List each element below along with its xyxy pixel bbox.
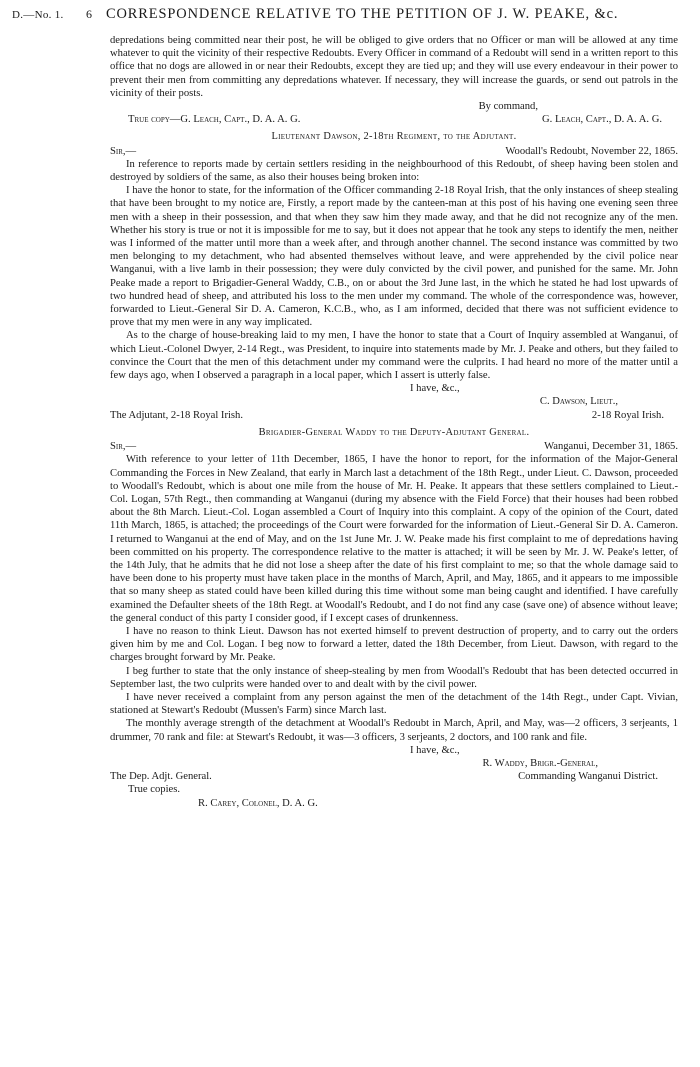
place-date: Woodall's Redoubt, November 22, 1865.: [505, 145, 678, 157]
letter-paragraph: I have the honor to state, for the information of the Officer commanding 2-18 Royal Irish, that the only instances of sheep stealing that have been brought to my notice are, Firstly, a report made by the canteen-man at this post of his having one evening seen three men with a sheep in their possession, and that when they saw him they made away, and that he did not recognize any of the men. Whether his story is true or not it is impossible for me to say, but it does not appear that he took any steps to identify the men, neither was I informed of the matter until more than a week after, and through another channel. The second instance was committed by two men belonging to my detachment, who had absented themselves without leave, and were apprehended by the civil police near Wanganui, with a live lamb in their possession; they were duly convicted by the civil power, and punished for the same. Mr. John Peake made a report to Brigadier-General Waddy, C.B., on or about the 3rd June last, in the which he stated he had lost upwards of two hundred head of sheep, and attributed his loss to the men under my command. The whole of the correspondence was, however, forwarded to Lieut.-General Sir D. A. Cameron, K.C.B., who, as I am informed, decided that there was not sufficient evidence to prove that my men were in any way implicated.: [110, 185, 678, 329]
order-true-copy: True copy—G. Leach, Capt., D. A. A. G.: [128, 114, 301, 126]
signatory-rank: 2-18 Royal Irish.: [591, 409, 664, 421]
letter-paragraph: I have no reason to think Lieut. Dawson has not exerted himself to prevent destruction of property, and to carry out the orders given him by me and Col. Logan. I beg now to forward a letter, dated the 18th December, from Lieut. Dawson, with regard to the charges brought forward by Mr. Peake.: [110, 625, 678, 664]
letter-paragraph: In reference to reports made by certain settlers residing in the neighbourhood of this Redoubt, of sheep having been stolen and destroyed by soldiers of the same, as also their houses being broken into:: [110, 158, 678, 184]
continued-order-paragraph: depredations being committed near their post, he will be obliged to give orders that no Officer or man will be allowed at any time whatever to quit the vicinity of their respective Redoubts. Every Officer in command of a Redoubt will send in a written report to this office that no dogs are allowed in or near their Redoubts, except they are tied up; and they will use every endeavour in their power to prevent their men from committing any depredations whatever. If necessary, they will increase the guards, or send out patrols in the vicinity of their posts.: [110, 35, 678, 99]
letter-paragraph: With reference to your letter of 11th December, 1865, I have the honor to report, for the information of the Major-General Commanding the Forces in New Zealand, that early in March last a detachment of the 18th Regt., under Lieut. C. Dawson, proceeded to Woodall's Redoubt, which is about one mile from the house of Mr. H. Peake. It appears that these settlers complained to Lieut.-Col. Logan, 57th Regt., then commanding at Wanganui (during my absence with the Field Force) that their houses had been robbed about the 8th March. Lieut.-Col. Logan assembled a Court of Inquiry into this complaint. A copy of the opinion of the Court, dated 11th March, 1865, is attached; the proceedings of the Court were forwarded for the information of Lieut.-General Sir D. A. Cameron. I returned to Wanganui at the end of May, and on the 1st June Mr. J. W. Peake made his first complaint to me of depredations having been committed on his property. The correspondence relative to the matter is attached; it will be seen by Mr. J. W. Peake's letter, of the 14th July, that he admits that he did not lose a sheep after the date of his first complaint to me; so that the whole damage said to have been done to his property must have taken place in the months of March, April, and May, 1865, and it appears to me impossible that so many sheep as stated could have been killed during this time without some man being caught and identified. I have carefully examined the Defaulter sheets of the 18th Regt. at Woodall's Redoubt, and I do not find any case (save one) of absence without leave; the general conduct of this party I consider good, if I except cases of drunkenness.: [110, 454, 678, 624]
order-signature-row: [110, 113, 678, 126]
closing-line: I have, &c.,: [410, 383, 460, 395]
letter-salutation-row: [110, 440, 678, 453]
copy-signature: R. Carey, Colonel, D. A. G.: [198, 797, 318, 809]
document-body: [12, 34, 678, 810]
by-command-line: By command,: [478, 101, 538, 113]
signatory-rank: Commanding Wanganui District.: [518, 771, 658, 783]
letter-paragraph: As to the charge of house-breaking laid to my men, I have the honor to state that a Court of Inquiry assembled at Wanganui, of which Lieut.-Colonel Dwyer, 2-14 Regt., was President, to inquire into statements made by Mr. J. Peake and others, but they failed to convince the Court that the men of this detachment under my command were the culprits. I had heard no more of the matter until a few days ago, when I observed a paragraph in a local paper, which I assert is utterly false.: [110, 330, 678, 382]
salutation: Sir,—: [110, 441, 137, 453]
true-copies-line: True copies.: [128, 784, 180, 796]
page-number: 6: [86, 7, 92, 21]
addressee: The Dep. Adjt. General.: [110, 771, 212, 783]
page-header: [12, 6, 678, 34]
addressee-row: [110, 409, 678, 422]
letter-caption-waddy: Brigadier-General Waddy to the Deputy-Adjutant General.: [258, 426, 530, 438]
closing-line: I have, &c.,: [410, 744, 460, 756]
document-reference: D.—No. 1.: [12, 9, 64, 21]
signatory-name: C. Dawson, Lieut.,: [539, 396, 618, 408]
order-signature: G. Leach, Capt., D. A. A. G.: [542, 114, 662, 126]
letter-paragraph: The monthly average strength of the detachment at Woodall's Redoubt in March, April, and May, was—2 officers, 3 serjeants, 1 drummer, 70 rank and file: at Stewart's Redoubt, it was—3 officers, 3 serjeants, 2 doctors, and 100 rank and file.: [110, 718, 678, 743]
letter-salutation-row: [110, 145, 678, 158]
letter-paragraph: I have never received a complaint from any person against the men of the detachment of the 14th Regt., under Capt. Vivian, stationed at Stewart's Redoubt (Mussen's Farm) since March last.: [110, 691, 678, 717]
letter-paragraph: I beg further to state that the only instance of sheep-stealing by men from Woodall's Redoubt that has been detected occurred in September last, the two culprits were handed over to and dealt with by the civil power.: [110, 665, 678, 690]
place-date: Wanganui, December 31, 1865.: [544, 441, 678, 453]
salutation: Sir,—: [110, 145, 137, 157]
addressee: The Adjutant, 2-18 Royal Irish.: [110, 409, 243, 421]
addressee-row: [110, 770, 678, 783]
running-title: CORRESPONDENCE RELATIVE TO THE PETITION OF J. W. PEAKE, &c.: [106, 6, 619, 22]
signatory-name: R. Waddy, Brigr.-General,: [482, 757, 598, 769]
letter-caption-dawson: Lieutenant Dawson, 2-18th Regiment, to the Adjutant.: [271, 131, 517, 143]
